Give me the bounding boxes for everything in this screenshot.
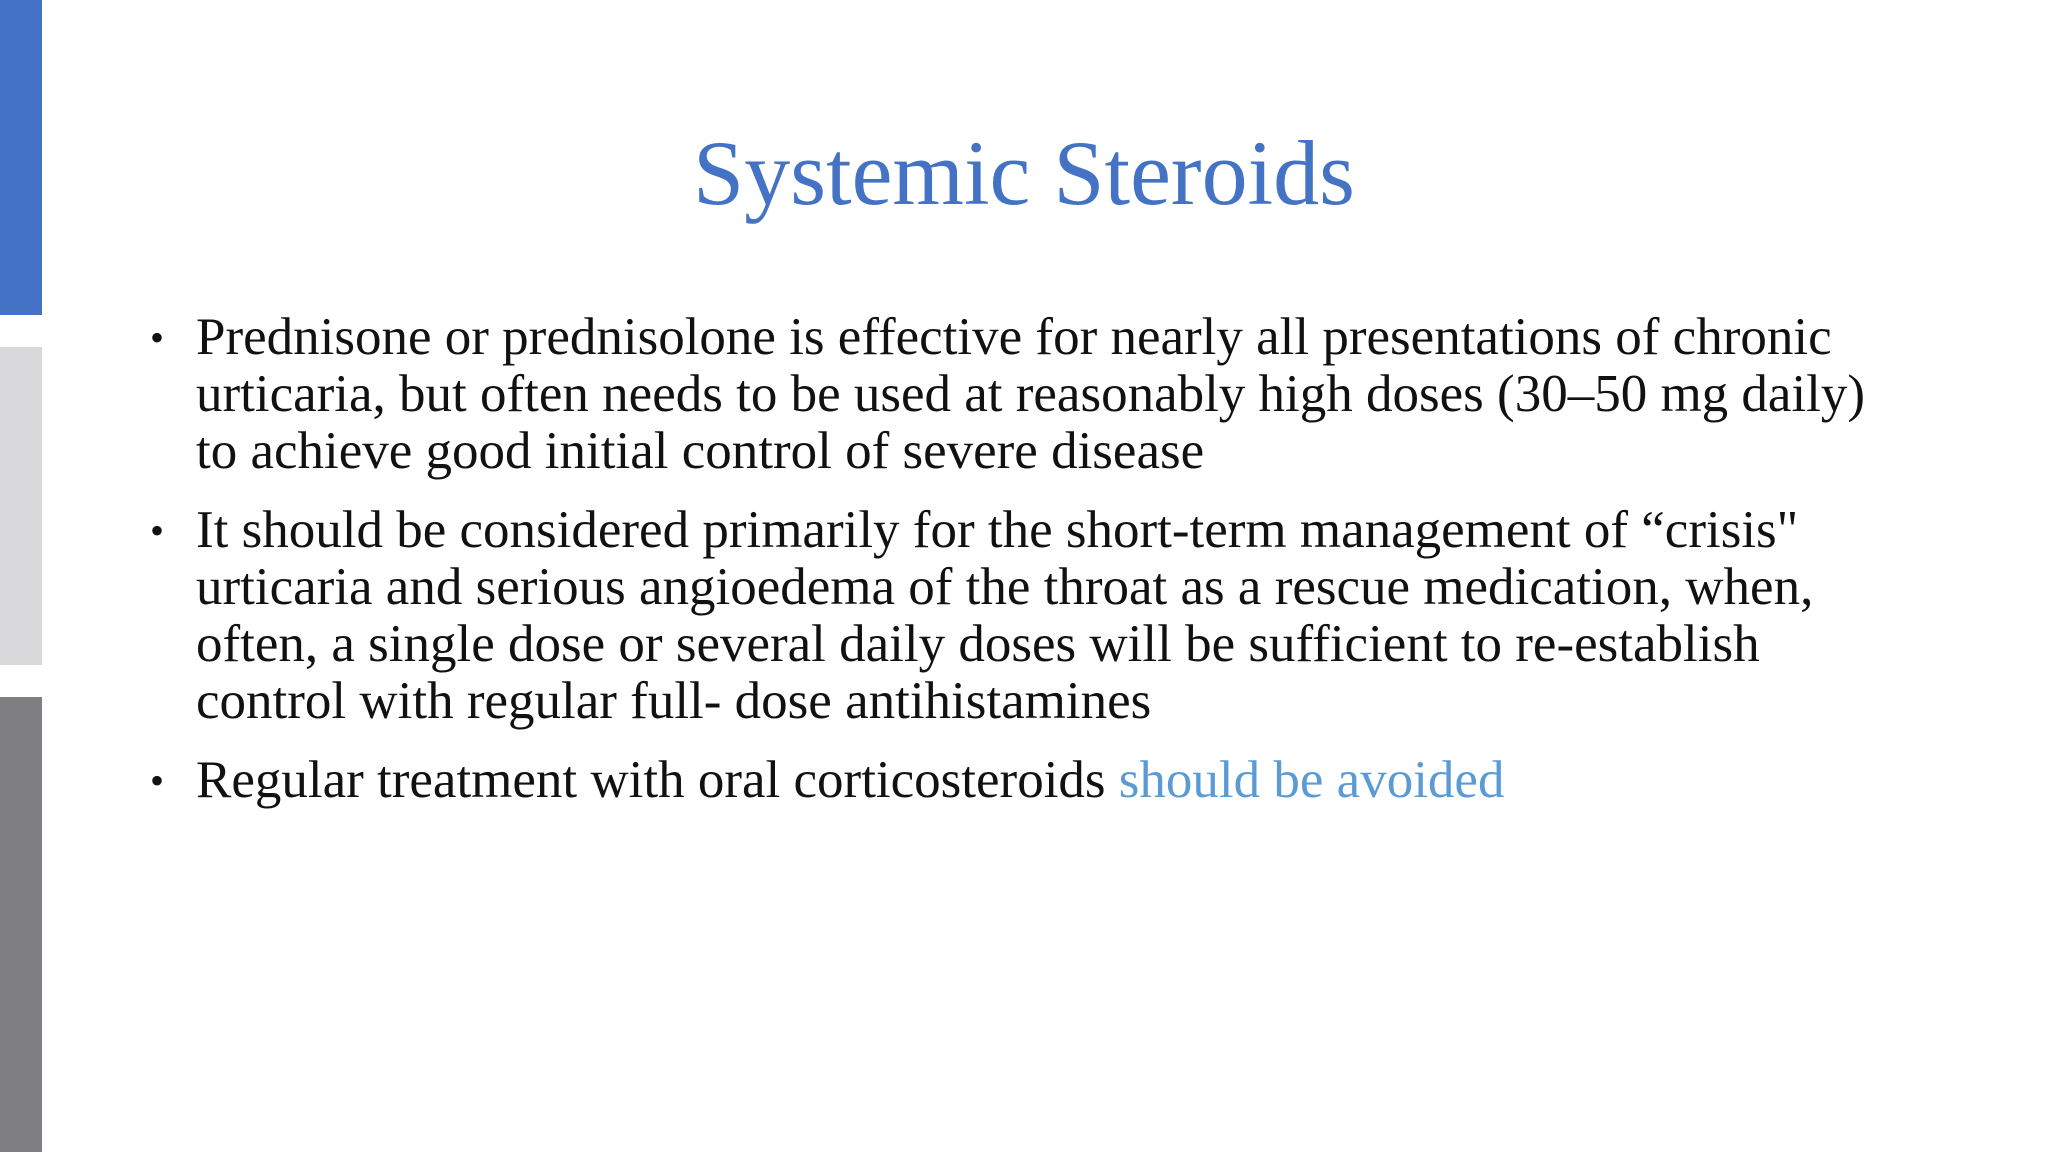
bullet-dot: •	[150, 508, 165, 553]
bullet-list	[150, 309, 1870, 831]
bullet-item	[150, 309, 1870, 480]
bullet-dot: •	[150, 315, 165, 360]
bullet-dot: •	[150, 758, 165, 803]
bullet-highlight-text: should be avoided	[1118, 751, 1505, 809]
accent-bar-dark	[0, 697, 42, 1152]
bullet-item	[150, 502, 1870, 730]
accent-bar-light	[0, 347, 42, 665]
bullet-item	[150, 752, 1870, 809]
slide-title: Systemic Steroids	[693, 122, 1355, 224]
bullet-text: It should be considered primarily for the short-term management of “crisis" urticaria and serious angioedema of the throat as a rescue medication, when, often, a single dose or several daily doses will be sufficient to re-establish control with regular full- dose antihistamines	[196, 501, 1814, 730]
bullet-text: Prednisone or prednisolone is effective for nearly all presentations of chronic urticaria, but often needs to be used at reasonably high doses (30–50 mg daily) to achieve good initial control of severe disease	[196, 308, 1866, 480]
bullet-text: Regular treatment with oral corticosteroids	[196, 751, 1119, 809]
